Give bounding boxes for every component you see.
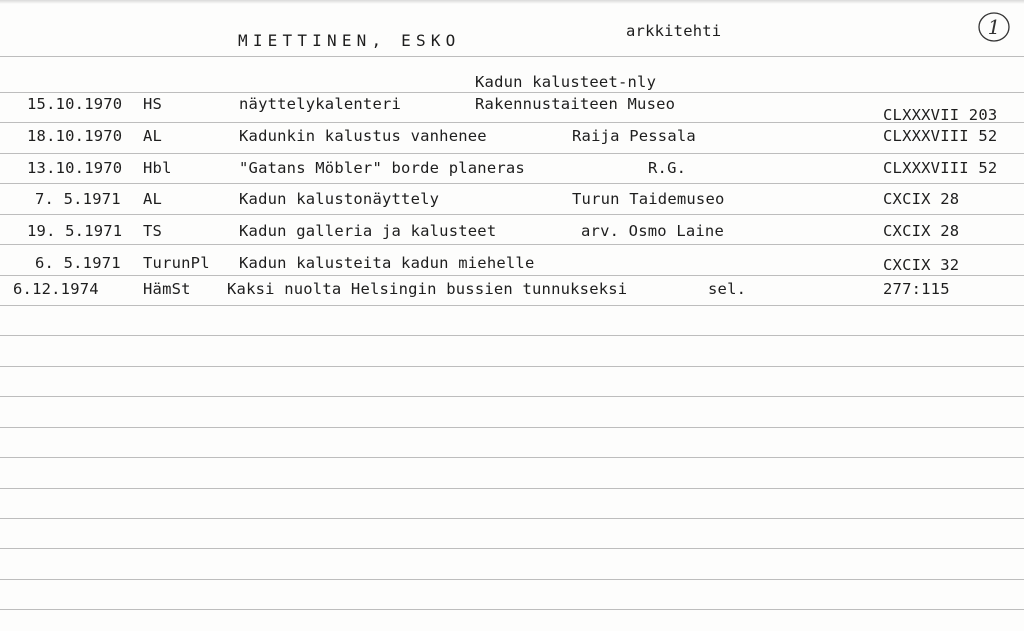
entry-title: Kadun kalustonäyttely	[239, 190, 440, 208]
rule-line	[0, 92, 1024, 93]
entry-date: 7. 5.1971	[35, 190, 121, 208]
entry-ref: CLXXXVII 203	[883, 106, 998, 124]
entry-ref: CXCIX 28	[883, 222, 960, 240]
rule-line	[0, 518, 1024, 519]
card-number: 1	[987, 15, 1001, 39]
entry-source: HS	[143, 95, 163, 113]
entry-author: sel.	[708, 280, 747, 298]
entry-author: R.G.	[648, 159, 687, 177]
entry-source: TS	[143, 222, 163, 240]
entry-author: arv. Osmo Laine	[581, 222, 724, 240]
entry-date: 19. 5.1971	[27, 222, 123, 240]
entry-source: AL	[143, 190, 163, 208]
entry-date: 6.12.1974	[13, 280, 99, 298]
entry-source: Hbl	[143, 159, 172, 177]
rule-line	[0, 457, 1024, 458]
rule-line	[0, 366, 1024, 367]
entry-date: 18.10.1970	[27, 127, 123, 145]
rule-line	[0, 609, 1024, 610]
entry-source: TurunPl	[143, 254, 210, 272]
rule-line	[0, 244, 1024, 245]
entry-date: 15.10.1970	[27, 95, 123, 113]
rule-line	[0, 214, 1024, 215]
entry-author: Raija Pessala	[572, 127, 696, 145]
entry-author: Turun Taidemuseo	[572, 190, 725, 208]
rule-line	[0, 153, 1024, 154]
rule-line	[0, 488, 1024, 489]
entry-author: Rakennustaiteen Museo	[475, 95, 676, 113]
rule-line	[0, 183, 1024, 184]
rule-line	[0, 56, 1024, 57]
entry-title: Kadun galleria ja kalusteet	[239, 222, 497, 240]
entry-title: Kadun kalusteita kadun miehelle	[239, 254, 535, 272]
rule-line	[0, 275, 1024, 276]
rule-line	[0, 122, 1024, 123]
rule-line	[0, 579, 1024, 580]
rule-line	[0, 396, 1024, 397]
entry-title: Kaksi nuolta Helsingin bussien tunnukseksi	[227, 280, 628, 298]
entry-date: 13.10.1970	[27, 159, 123, 177]
person-name: MIETTINEN, ESKO	[238, 31, 461, 50]
topic-heading: Kadun kalusteet-nly	[475, 73, 657, 91]
entry-source: AL	[143, 127, 163, 145]
entry-date: 6. 5.1971	[35, 254, 121, 272]
card-number-mark	[976, 10, 1012, 44]
profession: arkkitehti	[626, 22, 722, 40]
entry-ref: CXCIX 32	[883, 256, 960, 274]
entry-ref: CLXXXVIII 52	[883, 127, 998, 145]
entry-title: näyttelykalenteri	[239, 95, 402, 113]
rule-line	[0, 335, 1024, 336]
entry-source: HämSt	[143, 280, 191, 298]
entry-ref: 277:115	[883, 280, 950, 298]
entry-title: "Gatans Möbler" borde planeras	[239, 159, 525, 177]
entry-title: Kadunkin kalustus vanhenee	[239, 127, 487, 145]
card-top-edge	[0, 0, 1024, 4]
rule-line	[0, 305, 1024, 306]
entry-ref: CLXXXVIII 52	[883, 159, 998, 177]
rule-line	[0, 548, 1024, 549]
entry-ref: CXCIX 28	[883, 190, 960, 208]
rule-line	[0, 427, 1024, 428]
